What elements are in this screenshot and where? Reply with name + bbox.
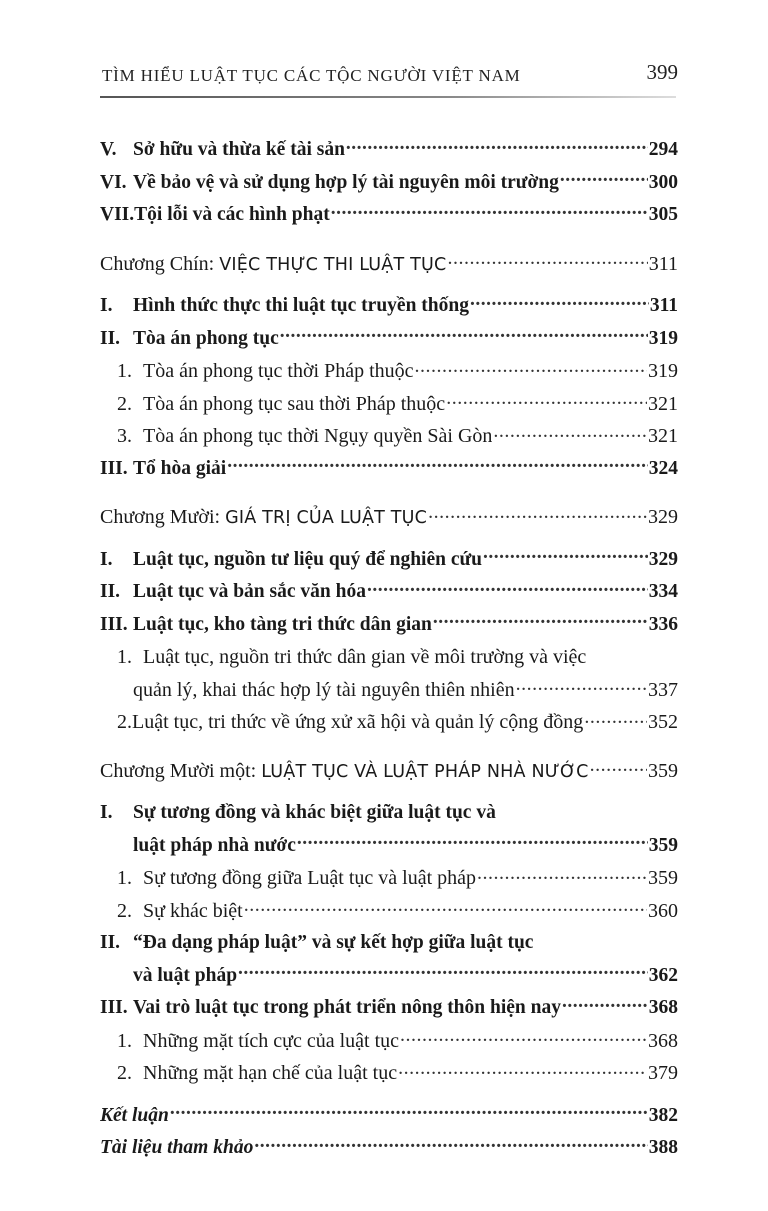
dot-leader	[244, 897, 647, 917]
toc-entry-label: Những mặt hạn chế của luật tục	[143, 1062, 398, 1084]
toc-entry-continued[interactable]	[100, 960, 678, 993]
toc-entry-label: Những mặt tích cực của luật tục	[143, 1029, 400, 1052]
toc-entry-label: Luật tục, nguồn tư liệu quý để nghiên cứu	[133, 548, 483, 570]
toc-entry-label: 2.Luật tục, tri thức về ứng xử xã hội và quản lý cộng đồng	[117, 711, 584, 733]
toc-subentry[interactable]: 2. Tòa án phong tục sau thời Pháp thuộc ..... 321	[100, 388, 678, 421]
toc-entry-page: 379	[648, 1062, 678, 1084]
toc-entry-page: 368	[648, 1029, 678, 1052]
toc-entry[interactable]: I. Hình thức thực thi luật tục truyền thống ..... 311	[100, 290, 678, 323]
dot-leader	[562, 994, 648, 1014]
toc-entry-label: Về bảo vệ và sử dụng hợp lý tài nguyên môi trường	[133, 171, 559, 193]
toc-entry-page: 337	[648, 678, 678, 701]
toc-entry-label: Tòa án phong tục sau thời Pháp thuộc	[143, 392, 446, 415]
toc-entry[interactable]: I. Luật tục, nguồn tư liệu quý để nghiên cứu ..... 329	[100, 544, 678, 577]
toc-entry-label: Sự tương đồng giữa Luật tục và luật pháp	[143, 867, 477, 889]
toc-chapter-label: Chương Chín: VIỆC THỰC THI LUẬT TỤC	[100, 252, 447, 275]
toc-chapter[interactable]	[100, 248, 678, 281]
dot-leader	[398, 1059, 647, 1079]
page-number: 399	[646, 60, 678, 84]
dot-leader	[367, 578, 648, 598]
toc-entry-label: và luật pháp	[133, 964, 238, 986]
dot-leader	[447, 250, 647, 270]
toc-subentry[interactable]	[100, 706, 678, 739]
book-title: TÌM HIỂU LUẬT TỤC CÁC TỘC NGƯỜI VIỆT NAM	[102, 66, 521, 85]
toc-entry-label: Tòa án phong tục thời Pháp thuộc	[143, 360, 414, 382]
dot-leader	[400, 1027, 647, 1047]
toc-entry[interactable]: III. Luật tục, kho tàng tri thức dân gian ..... 336	[100, 609, 678, 642]
toc-entry-page: 305	[648, 204, 678, 225]
running-header	[102, 58, 678, 94]
dot-leader	[433, 610, 648, 630]
toc-entry-label: Kết luận	[100, 1104, 169, 1126]
toc-entry-label: Sự tương đồng và khác biệt giữa luật tục và	[133, 802, 496, 823]
dot-leader	[331, 201, 648, 221]
toc-subentry[interactable]: 1. Tòa án phong tục thời Pháp thuộc ..... 319	[100, 355, 678, 388]
toc-chapter-label: Chương Mười: GIÁ TRỊ CỦA LUẬT TỤC	[100, 506, 428, 528]
toc-entry[interactable]: III. Tổ hòa giải ..... 324	[100, 453, 678, 486]
toc-entry-page: 368	[648, 997, 678, 1018]
toc-entry-page: 382	[648, 1104, 678, 1126]
toc-entry-page: 319	[648, 327, 678, 349]
dot-leader	[493, 422, 647, 442]
toc-entry-label: quản lý, khai thác hợp lý tài nguyên thiên nhiên	[133, 678, 515, 701]
toc-subentry[interactable]: 1. Những mặt tích cực của luật tục ..... 368	[100, 1025, 678, 1058]
dot-leader	[415, 357, 647, 377]
toc-subentry[interactable]: 3. Tòa án phong tục thời Ngụy quyền Sài Gòn ..... 321	[100, 420, 678, 453]
dot-leader	[238, 961, 648, 981]
dot-leader	[483, 545, 648, 565]
dot-leader	[477, 864, 647, 884]
header-divider	[100, 96, 676, 98]
toc-entry-label: luật pháp nhà nước	[133, 834, 296, 856]
toc-entry-label: Luật tục và bản sắc văn hóa	[133, 581, 366, 602]
toc-entry-continued[interactable]	[100, 830, 678, 863]
dot-leader	[297, 831, 648, 851]
toc-entry[interactable]: II. Tòa án phong tục ..... 319	[100, 323, 678, 356]
toc-entry[interactable]: II. Luật tục và bản sắc văn hóa ..... 334	[100, 576, 678, 609]
toc-entry-page: 329	[648, 548, 678, 570]
toc-entry-page: 362	[648, 964, 678, 986]
toc-entry-page: 388	[648, 1137, 678, 1158]
toc-references[interactable]	[100, 1132, 678, 1165]
dot-leader	[170, 1101, 648, 1121]
dot-leader	[346, 136, 648, 156]
toc-entry-page: 359	[648, 759, 678, 782]
dot-leader	[516, 676, 647, 696]
toc-entry[interactable]: I. Sự tương đồng và khác biệt giữa luật tục và	[100, 797, 678, 830]
toc-entry-page: 311	[648, 252, 678, 275]
toc-entry[interactable]: II. “Đa dạng pháp luật” và sự kết hợp giữa luật tục	[100, 927, 678, 960]
toc-subentry[interactable]: 1. Sự tương đồng giữa Luật tục và luật pháp ..... 359	[100, 862, 678, 895]
toc-entry-page: 311	[649, 295, 678, 316]
toc-entry[interactable]: V. Sở hữu và thừa kế tài sản ..... 294	[100, 134, 678, 167]
toc-entry-label: Sở hữu và thừa kế tài sản	[133, 139, 345, 160]
toc-entry-page: 336	[648, 613, 678, 635]
toc-subentry[interactable]: 1. Luật tục, nguồn tri thức dân gian về môi trường và việc	[100, 641, 678, 674]
toc-entry-label: Tòa án phong tục thời Ngụy quyền Sài Gòn	[143, 425, 493, 447]
dot-leader	[560, 168, 648, 188]
toc-entry-label: Tội lỗi và các hình phạt	[134, 204, 330, 225]
toc-entry-page: 359	[648, 867, 678, 889]
toc-entry-page: 319	[648, 360, 678, 382]
toc-entry-label: “Đa dạng pháp luật” và sự kết hợp giữa luật tục	[133, 932, 534, 953]
toc-entry[interactable]: III. Vai trò luật tục trong phát triển nông thôn hiện nay ..... 368	[100, 992, 678, 1025]
dot-leader	[428, 503, 647, 523]
toc-entry-page: 360	[648, 899, 678, 922]
toc-entry-label: Tòa án phong tục	[133, 327, 279, 349]
toc-entry-page: 300	[648, 171, 678, 193]
toc-entry-page: 352	[648, 711, 678, 733]
toc-entry[interactable]: VI. Về bảo vệ và sử dụng hợp lý tài nguyên môi trường ..... 300	[100, 167, 678, 200]
toc-entry-label: Sự khác biệt	[143, 899, 243, 922]
table-of-contents	[100, 134, 678, 1165]
toc-entry-page: 334	[648, 581, 678, 602]
toc-chapter-label: Chương Mười một: LUẬT TỤC VÀ LUẬT PHÁP NHÀ NƯỚC	[100, 759, 589, 782]
toc-entry-label: Luật tục, nguồn tri thức dân gian về môi trường và việc	[143, 646, 587, 668]
dot-leader	[446, 390, 647, 410]
dot-leader	[280, 324, 648, 344]
toc-chapter[interactable]	[100, 755, 678, 788]
dot-leader	[590, 757, 647, 777]
toc-subentry[interactable]: 2. Những mặt hạn chế của luật tục ..... 379	[100, 1057, 678, 1090]
toc-subentry-continued[interactable]	[100, 674, 678, 707]
toc-entry[interactable]: VII. Tội lỗi và các hình phạt ..... 305	[100, 199, 678, 232]
toc-entry-page: 359	[648, 834, 678, 856]
toc-entry-page: 321	[648, 425, 678, 447]
toc-entry-page: 324	[648, 457, 678, 479]
toc-chapter[interactable]	[100, 501, 678, 534]
toc-entry-page: 294	[648, 139, 678, 160]
toc-entry-page: 329	[648, 506, 678, 528]
dot-leader	[470, 292, 649, 312]
toc-entry-label: Tài liệu tham khảo	[100, 1137, 254, 1158]
toc-entry-label: Luật tục, kho tàng tri thức dân gian	[133, 613, 432, 635]
dot-leader	[227, 454, 648, 474]
toc-entry-page: 321	[648, 392, 678, 415]
toc-conclusion[interactable]	[100, 1100, 678, 1133]
toc-entry-label: Hình thức thực thi luật tục truyền thống	[133, 295, 469, 316]
toc-entry-label: Tổ hòa giải	[133, 457, 227, 479]
toc-subentry[interactable]: 2. Sự khác biệt ..... 360	[100, 895, 678, 928]
toc-entry-label: Vai trò luật tục trong phát triển nông thôn hiện nay	[133, 997, 561, 1018]
dot-leader	[584, 708, 647, 728]
dot-leader	[254, 1134, 647, 1154]
